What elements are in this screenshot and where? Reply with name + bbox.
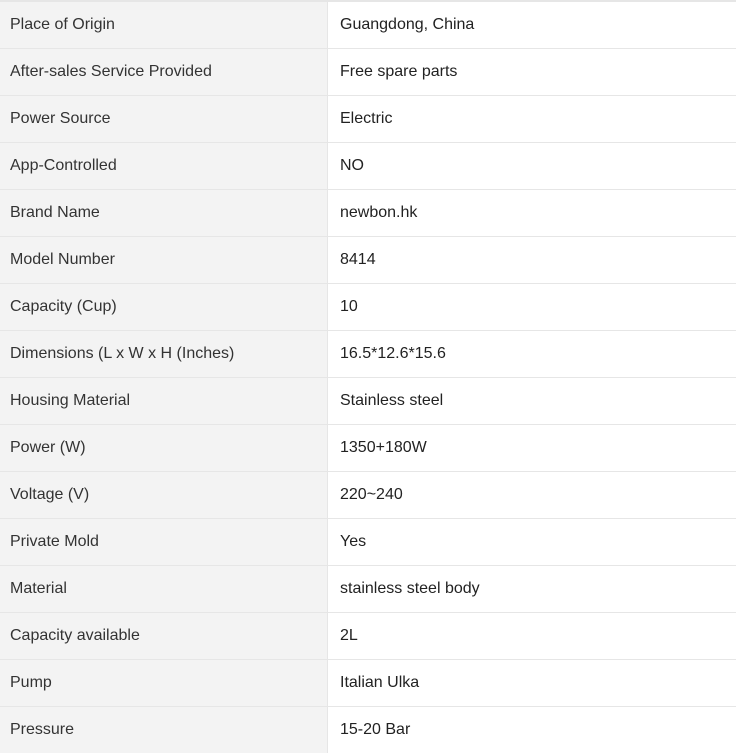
spec-label: Housing Material	[0, 378, 328, 425]
spec-label: Private Mold	[0, 519, 328, 566]
spec-value: stainless steel body	[328, 566, 736, 613]
spec-label: Model Number	[0, 237, 328, 284]
table-row	[0, 566, 736, 613]
table-row	[0, 660, 736, 707]
spec-value: newbon.hk	[328, 190, 736, 237]
table-row	[0, 472, 736, 519]
spec-label: Pump	[0, 660, 328, 707]
spec-value: 15-20 Bar	[328, 707, 736, 753]
spec-label: Dimensions (L x W x H (Inches)	[0, 331, 328, 378]
spec-label: Brand Name	[0, 190, 328, 237]
table-row	[0, 49, 736, 96]
spec-label: Pressure	[0, 707, 328, 753]
table-row	[0, 331, 736, 378]
spec-label: Material	[0, 566, 328, 613]
table-row	[0, 425, 736, 472]
spec-value: Electric	[328, 96, 736, 143]
table-row	[0, 378, 736, 425]
product-spec-table	[0, 1, 736, 753]
spec-value: Guangdong, China	[328, 2, 736, 49]
table-row	[0, 96, 736, 143]
spec-label: Power Source	[0, 96, 328, 143]
spec-value: NO	[328, 143, 736, 190]
table-row	[0, 190, 736, 237]
spec-value: 1350+180W	[328, 425, 736, 472]
table-row	[0, 143, 736, 190]
spec-value: Italian Ulka	[328, 660, 736, 707]
spec-label: App-Controlled	[0, 143, 328, 190]
spec-label: After-sales Service Provided	[0, 49, 328, 96]
spec-label: Voltage (V)	[0, 472, 328, 519]
spec-label: Capacity (Cup)	[0, 284, 328, 331]
spec-value: 220~240	[328, 472, 736, 519]
table-row	[0, 284, 736, 331]
spec-label: Capacity available	[0, 613, 328, 660]
spec-value: 2L	[328, 613, 736, 660]
spec-label: Power (W)	[0, 425, 328, 472]
spec-value: 8414	[328, 237, 736, 284]
spec-value: 16.5*12.6*15.6	[328, 331, 736, 378]
table-row	[0, 519, 736, 566]
spec-label: Place of Origin	[0, 2, 328, 49]
table-row	[0, 237, 736, 284]
spec-value: 10	[328, 284, 736, 331]
spec-value: Free spare parts	[328, 49, 736, 96]
table-row	[0, 707, 736, 753]
spec-value: Stainless steel	[328, 378, 736, 425]
table-row	[0, 613, 736, 660]
table-row	[0, 2, 736, 49]
spec-value: Yes	[328, 519, 736, 566]
